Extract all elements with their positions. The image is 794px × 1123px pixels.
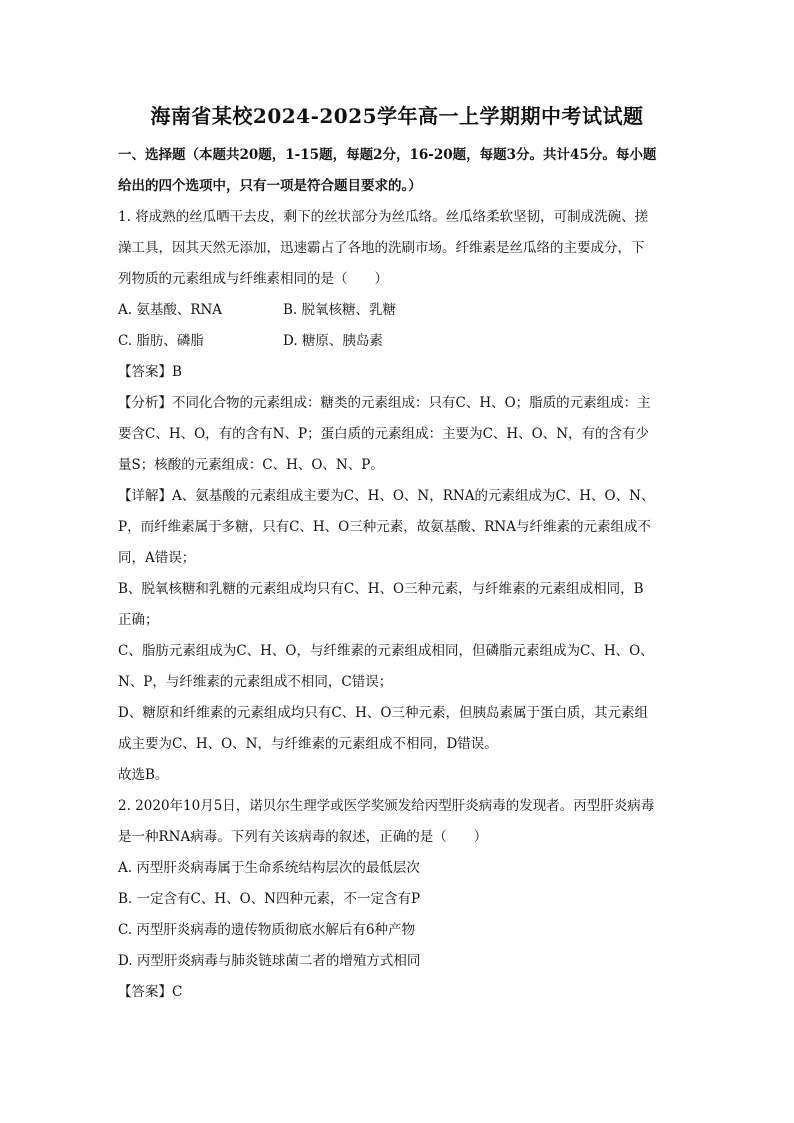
q1-analysis-line-3: 量S；核酸的元素组成：C、H、O、N、P。 bbox=[118, 457, 384, 473]
q1-conclusion: 故选B。 bbox=[118, 767, 169, 783]
q1-analysis-line-2: 要含C、H、O，有的含有N、P；蛋白质的元素组成：主要为C、H、O、N，有的含有少 bbox=[118, 426, 650, 442]
q1-detail-line-4: B、脱氧核糖和乳糖的元素组成均只有C、H、O三种元素，与纤维素的元素组成相同，B bbox=[118, 581, 644, 597]
q2-option-d: D. 丙型肝炎病毒与肺炎链球菌二者的增殖方式相同 bbox=[118, 953, 421, 969]
q1-detail-line-2: P，而纤维素属于多糖，只有C、H、O三种元素，故氨基酸、RNA与纤维素的元素组成不 bbox=[118, 519, 651, 535]
q1-analysis-line-1: 【分析】不同化合物的元素组成：糖类的元素组成：只有C、H、O；脂质的元素组成：主 bbox=[118, 395, 651, 411]
q2-stem-line-1: 2. 2020年10月5日，诺贝尔生理学或医学奖颁发给丙型肝炎病毒的发现者。丙型肝炎病毒 bbox=[118, 798, 655, 814]
q1-detail-line-1: 【详解】A、氨基酸的元素组成主要为C、H、O、N，RNA的元素组成为C、H、O、N、 bbox=[118, 488, 655, 504]
q1-option-a: A. 氨基酸、RNA bbox=[118, 302, 223, 318]
q1-detail-line-7: N、P，与纤维素的元素组成不相同，C错误； bbox=[118, 674, 393, 690]
q1-detail-line-5: 正确； bbox=[118, 612, 159, 628]
q1-stem-line-1: 1. 将成熟的丝瓜晒干去皮，剩下的丝状部分为丝瓜络。丝瓜络柔软坚韧，可制成洗碗、搓 bbox=[118, 209, 649, 225]
q1-options-row-1 bbox=[118, 295, 678, 326]
section-heading-line-2: 给出的四个选项中，只有一项是符合题目要求的。） bbox=[118, 178, 422, 194]
q1-detail-line-8: D、糖原和纤维素的元素组成均只有C、H、O三种元素，但胰岛素属于蛋白质，其元素组 bbox=[118, 705, 648, 721]
q2-stem-line-2: 是一种RNA病毒。下列有关该病毒的叙述，正确的是（ ） bbox=[118, 829, 488, 845]
document-body bbox=[118, 140, 678, 1008]
q1-option-b: B. 脱氧核糖、乳糖 bbox=[283, 302, 397, 318]
q2-option-a: A. 丙型肝炎病毒属于生命系统结构层次的最低层次 bbox=[118, 860, 420, 876]
section-heading-line-1: 一、选择题（本题共20题，1-15题，每题2分，16-20题，每题3分。共计45分。每小题 bbox=[118, 147, 657, 163]
q1-detail-line-3: 同，A错误； bbox=[118, 550, 196, 566]
q2-option-c: C. 丙型肝炎病毒的遗传物质彻底水解后有6种产物 bbox=[118, 922, 416, 938]
q1-stem-line-2: 澡工具，因其天然无添加，迅速霸占了各地的洗刷市场。纤维素是丝瓜络的主要成分，下 bbox=[118, 240, 645, 256]
q1-answer: 【答案】B bbox=[118, 364, 182, 380]
q1-detail-line-9: 成主要为C、H、O、N，与纤维素的元素组成不相同，D错误。 bbox=[118, 736, 498, 752]
q1-option-d: D. 糖原、胰岛素 bbox=[283, 333, 383, 349]
q1-options-row-2 bbox=[118, 326, 678, 357]
q1-option-c: C. 脂肪、磷脂 bbox=[118, 333, 204, 349]
q1-stem-line-3: 列物质的元素组成与纤维素相同的是（ ） bbox=[118, 271, 388, 287]
page-title: 海南省某校2024-2025学年高一上学期期中考试试题 bbox=[150, 104, 644, 128]
q2-option-b: B. 一定含有C、H、O、N四种元素，不一定含有P bbox=[118, 891, 421, 907]
q1-detail-line-6: C、脂肪元素组成为C、H、O，与纤维素的元素组成相同，但磷脂元素组成为C、H、O、 bbox=[118, 643, 654, 659]
q2-answer: 【答案】C bbox=[118, 984, 183, 1000]
